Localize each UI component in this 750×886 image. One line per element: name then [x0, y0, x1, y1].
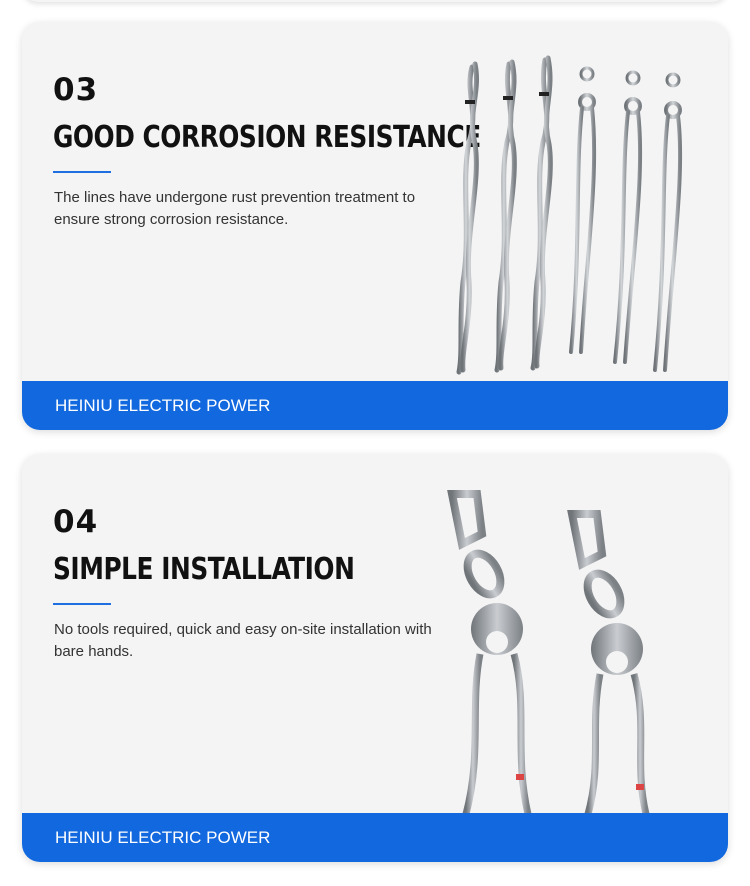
title-underline	[53, 171, 111, 173]
feature-description: No tools required, quick and easy on-site installation with bare hands.	[54, 621, 432, 660]
shackle-assembly-1	[452, 494, 528, 814]
shackle-grip-1	[571, 68, 594, 352]
previous-card-edge	[22, 0, 728, 2]
shackle-grip-3	[655, 74, 680, 370]
brand-footer	[22, 813, 728, 862]
brand-name: HEINIU ELECTRIC POWER	[55, 396, 271, 415]
shackle-assembly-2	[572, 514, 646, 814]
feature-title: SIMPLE INSTALLATION	[53, 552, 355, 587]
shackle-thimble-assembly-image	[432, 484, 712, 814]
preformed-guy-grips-image	[447, 52, 697, 382]
brand-name: HEINIU ELECTRIC POWER	[55, 828, 271, 847]
feature-number: 04	[53, 504, 99, 540]
shackle-grip-2	[615, 72, 640, 362]
brand-footer	[22, 381, 728, 430]
guy-grip-3	[533, 58, 550, 368]
title-underline	[53, 603, 111, 605]
feature-title: GOOD CORROSION RESISTANCE	[53, 120, 481, 155]
feature-number: 03	[53, 72, 99, 108]
guy-grip-1	[459, 64, 477, 372]
feature-description: The lines have undergone rust prevention treatment to ensure strong corrosion resistance.	[54, 189, 416, 228]
guy-grip-2	[497, 62, 514, 370]
feature-card-installation	[22, 454, 728, 862]
feature-card-corrosion	[22, 22, 728, 430]
